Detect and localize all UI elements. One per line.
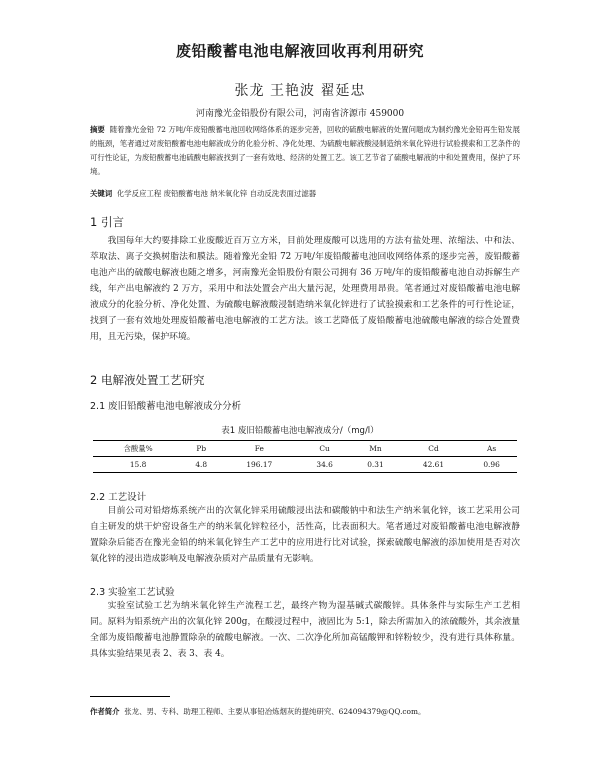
- table-header-cell: Pb: [183, 441, 219, 457]
- table-header-cell: 含酸量%: [93, 441, 183, 457]
- table-header-cell: Mn: [350, 441, 401, 457]
- table-header-cell: Cd: [401, 441, 466, 457]
- keywords-label: 关键词: [90, 189, 113, 198]
- table-cell: 42.61: [401, 457, 466, 473]
- composition-table: [93, 440, 517, 473]
- design-paragraph: 目前公司对铅熔炼系统产出的次氧化锌采用硫酸浸出法和碳酸钠中和法生产纳米氧化锌，该工艺采用公司自主研发的烘干炉窑设备生产的纳米氧化锌粒径小，活性高，比表面积大。笔者通过对废铅酸蓄电池电解液静置除杂后能否在豫光金铅的纳米氧化锌生产工艺中的应用进行比对试验，探索硫酸电解液的添加使用是否对次氧化锌的浸出造成影响及电解液杂质对产品质量有无影响。: [90, 506, 520, 564]
- table-cell: 34.6: [299, 457, 350, 473]
- introduction-paragraph: 我国每年大约要排除工业废酸近百万立方米，目前处理废酸可以选用的方法有盐处理、浓缩法、中和法、萃取法、离子交换树脂法和膜法。随着豫光金铅 72 万吨/年废铅酸蓄电池回收网络体系的逐步完善，废铅酸蓄电池产出的硫酸电解液也随之增多，河南豫光金铅股份有限公司拥有 36 万吨/年的废铅酸蓄电池自动拆解生产线，年产出电解液约 2 万方，采用中和法处置会产出大量污泥，处理费用昂贵。笔者通过对废铅酸蓄电池电解液成分的化验分析、净化处置、为硫酸电解液酸浸制造纳米氧化锌进行了试验摸索和工艺条件的可行性论证，找到了一套有效地处理废铅酸蓄电池电解液的工艺方法。该工艺降低了废铅酸蓄电池硫酸电解液的综合处置费用，且无污染，保护环境。: [90, 236, 520, 342]
- table-header-cell: Cu: [299, 441, 350, 457]
- section-heading-introduction: 1 引言: [90, 215, 124, 229]
- subsection-heading-analysis: 2.1 废旧铅酸蓄电池电解液成分分析: [90, 401, 242, 412]
- author-footnote: [90, 706, 530, 717]
- footnote-divider: [90, 696, 170, 697]
- keywords-text: 化学反应工程 废铅酸蓄电池 纳米氧化锌 自动反洗表面过滤器: [116, 189, 317, 198]
- table-row: [93, 457, 517, 473]
- table-header-cell: Fe: [219, 441, 299, 457]
- section-heading-process: 2 电解液处置工艺研究: [90, 373, 205, 387]
- abstract-text: 随着豫光金铅 72 万吨/年废铅酸蓄电池回收网络体系的逐步完善，回收的硫酸电解液的处置问题成为制约豫光金铅再生铅发展的瓶颈，笔者通过对废铅酸蓄电池电解液成分的化验分析、净化处理、为硫酸电解液酸浸制造纳米氧化锌进行试验摸索和工艺条件的可行性论证，为废铅酸蓄电池硫酸电解液找到了一套有效地、经济的处置工艺。该工艺节省了硫酸电解液的中和处置费用，保护了环境。: [90, 125, 520, 176]
- author-list: 张龙 王艳波 翟延忠: [234, 83, 366, 99]
- table-cell: 15.8: [93, 457, 183, 473]
- affiliation: 河南豫光金铅股份有限公司，河南省济源市 459000: [195, 109, 405, 119]
- abstract: [90, 123, 520, 179]
- footnote-label: 作者简介: [90, 707, 120, 716]
- table-header-row: [93, 441, 517, 457]
- table-cell: 0.96: [466, 457, 517, 473]
- abstract-label: 摘要: [90, 125, 105, 134]
- table-header-cell: As: [466, 441, 517, 457]
- subsection-heading-design: 2.2 工艺设计: [90, 492, 147, 503]
- table-cell: 0.31: [350, 457, 401, 473]
- keywords: [90, 188, 520, 200]
- footnote-text: 张龙、男、专科、助理工程师、主要从事铅冶炼烟灰的提纯研究、62409437​9@QQ.com。: [124, 707, 426, 716]
- table-cell: 4.8: [183, 457, 219, 473]
- experiment-paragraph: 实验室试验工艺为纳米氧化锌生产流程工艺，最终产物为湿基碱式碳酸锌。具体条件与实际生产工艺相同。原料为铅系统产出的次氧化锌 200g，在酸浸过程中，液固比为 5:1，除去所需加入的浓硫酸外，其余液量全部为废铅酸蓄电池静置除杂的硫酸电解液。一次、二次净化所加高锰酸钾和锌粉较少，没有进行具体称量。具体实验结果见表 2、表 3、表 4。: [90, 601, 520, 659]
- subsection-heading-experiment: 2.3 实验室工艺试验: [90, 587, 175, 598]
- table-cell: 196.17: [219, 457, 299, 473]
- paper-title: 废铅酸蓄电池电解液回收再利用研究: [175, 42, 424, 60]
- table-caption: 表1 废旧铅酸蓄电池电解液成分/（mg/l）: [221, 426, 379, 436]
